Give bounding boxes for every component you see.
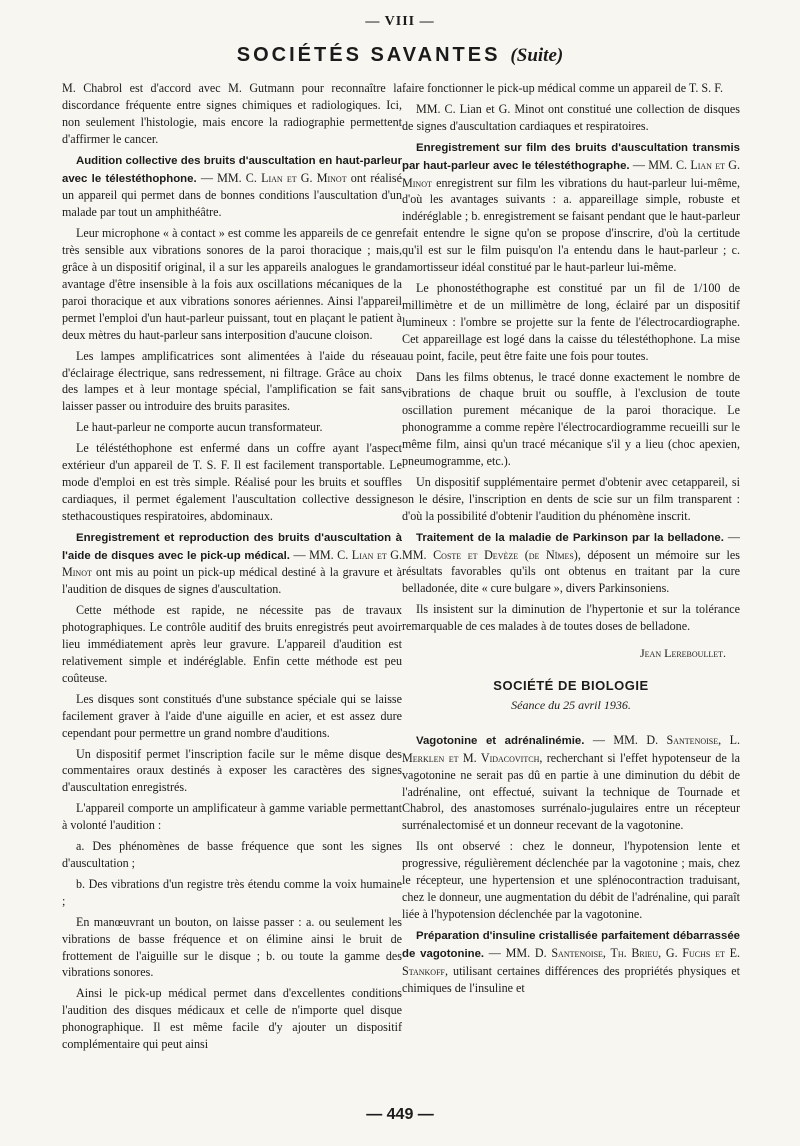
article-text: ont mis au point un pick-up médical destiné à la gravure et à l'audition de disques de signes d'auscultation. [62,565,402,597]
paragraph: Leur microphone « à contact » est comme les appareils de ce genre très sensible aux vibrations sonores de la paroi thoracique ; mais, grâce à un dispositif original, il a sur les appareils analogues le grand avantage d'être insensible à la fois aux oscillations mécaniques de la paroi thoracique et aux vibrations sonores aériennes. Ainsi l'appareil permet l'emploi d'un haut-parleur puissant, tout en plaçant le patient à deux mètres du haut-parleur sans interposition d'aucune cloison. [62,226,402,342]
subsection-title: SOCIÉTÉ DE BIOLOGIE [493,678,649,693]
paragraph: Un dispositif permet l'inscription facile sur le même disque des commentaires oraux destinés à exposer les caractères des signes d'auscultation enregistrés. [62,746,402,795]
paragraph: Les lampes amplificatrices sont alimentées à l'aide du réseau d'éclairage électrique, sans redressement, ni filtrage. Grâce au choix des lampes et à leur montage spécial, l'amplification se fait sans laisser passer ou introduire des bruits parasites. [62,348,402,414]
paragraph [402,732,740,834]
right-column [402,80,740,1000]
signature: Jean Lereboullet. [640,646,726,661]
paragraph: Ils insistent sur la diminution de l'hypertonie et sur la tolérance remarquable de ces malades à de toutes doses de belladone. [402,602,740,634]
paragraph: Les disques sont constitués d'une substance spéciale qui se laisse facilement graver à l'aide d'une aiguille en acier, et est assez dure cependant pour permettre un grand nombre d'auditions. [62,691,402,740]
article-title: Préparation d'insuline cristallisée parfaitement débarrassée de vagotonine. [402,929,740,960]
session-date: Séance du 25 avril 1936. [511,697,631,712]
paragraph: Ainsi le pick-up médical permet dans d'excellentes conditions l'audition des disques médicaux et celle de n'importe quel disque phonographique. Il est même facile d'y ajouter un dispositif complémentaire qui peut ainsi [62,986,402,1052]
paragraph: MM. C. Lian et G. Minot ont constitué une collection de disques de signes d'auscultation cardiaques et respiratoires. [402,101,740,133]
article-authors: — MM. C. Lian et G. Minot [62,547,403,580]
article-text: recherchant si l'effet hypotenseur de la vagotonine ne serait pas dû en partie à une diminution du débit de l'adrénaline, ont effectué, suivant la technique de Tournade et Chabrol, des anastomoses surrénalo-jugulaires entre un récepteur surrénalectomisé et un donneur recevant de la vagotonine. [402,750,740,833]
article-authors: — MM. D. Santenoise, Th. Brieu, G. Fuchs et E. Stankoff, [402,945,740,978]
paragraph [62,152,402,222]
article-text: ont réalisé un appareil qui permet dans de bonnes conditions l'auscultation d'un malade par tout un amphithéâtre. [62,170,402,220]
article-text: enregistrent sur film les vibrations du haut-parleur lui-même, d'où les avantages suivants : a. appareillage simple, robuste et indéréglable ; b. enregistrement se faisant pendant que le haut-parleur fait entendre le signe qu'on se propose d'inscrire, d'où la certitude qu'il est sur le film puisqu'on l'a entendu dans le haut-parleur ; c. amortisseur idéal constitué par le haut-parleur lui-même. [402,175,740,275]
paragraph: L'appareil comporte un amplificateur à gamme variable permettant à volonté l'audition : [62,801,402,833]
paragraph: M. Chabrol est d'accord avec M. Gutmann pour reconnaître la discordance fréquente entre signes chimiques et radiologiques. Ici, non seulement l'histologie, mais encore la radiographie permettent d'affirmer le cancer. [62,81,402,146]
paragraph: Ils ont observé : chez le donneur, l'hypotension lente et progressive, régulièrement déclenchée par la vagotonine ; mais, chez le récepteur, une hypertension et une splénocontraction traduisant, chez le donneur, une augmentation du débit de l'adrénaline, qui paraît liée à l'hypotension déclenchée par la vagotonine. [402,839,740,921]
paragraph: Un dispositif supplémentaire permet d'obtenir avec cetappareil, si on le désire, l'inscription en dents de scie sur un film transparent : d'où la possibilité d'obtenir l'audition du phénomène inscrit. [402,474,740,523]
paragraph [402,927,740,997]
paragraph: Le haut-parleur ne comporte aucun transformateur. [76,420,323,435]
article-authors: — MM. C. Lian et G. Minot [200,170,347,185]
paragraph [62,529,402,599]
article-text: utilisant certaines différences des propriétés physiques et chimiques de l'insuline et [402,963,740,995]
paragraph: Cette méthode est rapide, ne nécessite pas de travaux photographiques. Le contrôle auditif des bruits enregistrés peut avoir lieu immédiatement après leur gravure. L'appareil d'audition est relativement simple et indéréglable. Enfin cette méthode est peu coûteuse. [62,603,402,685]
paragraph: Le phonostéthographe est constitué par un fil de 1/100 de millimètre et de un millimètre de long, éclairé par un dispositif lumineux : l'ombre se projette sur la fente de l'électrocardiographe. Cet appareillage est logé dans la caisse du télestéthophone. La mise au point, facile, peut être faite une fois pour toutes. [402,280,740,363]
section-heading [0,44,800,67]
running-head: — VIII — [365,14,435,29]
left-column [62,80,402,1057]
article-title: Enregistrement sur film des bruits d'auscultation transmis par haut-parleur avec le télestéthographe. [402,141,740,172]
article-text: déposent un mémoire sur les résultats favorables qu'ils ont obtenus en traitant par la cure belladonée, dite « cure bulgare », divers Parkinsoniens. [402,547,740,596]
article-authors: — MM. D. Santenoise, L. Merklen et M. Vidacovitch, [402,732,740,765]
paragraph: a. Des phénomènes de basse fréquence que sont les signes d'auscultation ; [62,839,402,870]
paragraph: Le téléstéthophone est enfermé dans un coffre ayant l'aspect extérieur d'un appareil de T. S. F. Il est facilement transportable. Le mode d'emploi en est très simple. Réalisé pour les bruits et souffles cardiaques, il permet également l'auscultation collective dessignes stethacoustiques respiratoires, abdominaux. [62,441,402,523]
article-authors: — MM. C. Lian et G. Minot [402,157,740,190]
paragraph: En manœuvrant un bouton, on laisse passer : a. ou seulement les vibrations de basse fréquence et on élimine ainsi le bruit de frottement de l'aiguille sur le disque ; b. ou toute la gamme des vibrations sonores. [62,914,402,980]
section-title: SOCIÉTÉS SAVANTES [236,44,501,66]
page-number: — 449 — [366,1106,434,1123]
paragraph [402,529,740,598]
paragraph: Dans les films obtenus, le tracé donne exactement le nombre de vibrations de chaque bruit ou souffle, à l'exclusion de toute oscillation purement mécanique de la paroi thoracique. Le phonogramme a comme repère l'électrocardiogramme recueilli sur le même film, ainsi qu'un tracé mécanique s'il y a lieu (choc apexien, pneumogramme, etc.). [402,369,740,469]
article-title: Enregistrement et reproduction des bruits d'auscultation à l'aide de disques avec le pick-up médical. [62,531,402,562]
article-authors: — MM. Coste et Devèze (de Nîmes), [402,529,740,562]
paragraph: b. Des vibrations d'un registre très étendu comme la voix humaine ; [62,876,402,908]
article-title: Traitement de la maladie de Parkinson par la belladone. [416,531,724,544]
article-title: Audition collective des bruits d'auscultation en haut-parleur avec le télestéthophone. [62,154,402,185]
paragraph [402,139,740,276]
paragraph: faire fonctionner le pick-up médical comme un appareil de T. S. F. [402,81,723,95]
article-title: Vagotonine et adrénalinémie. [416,734,585,747]
section-suffix: (Suite) [510,45,564,66]
